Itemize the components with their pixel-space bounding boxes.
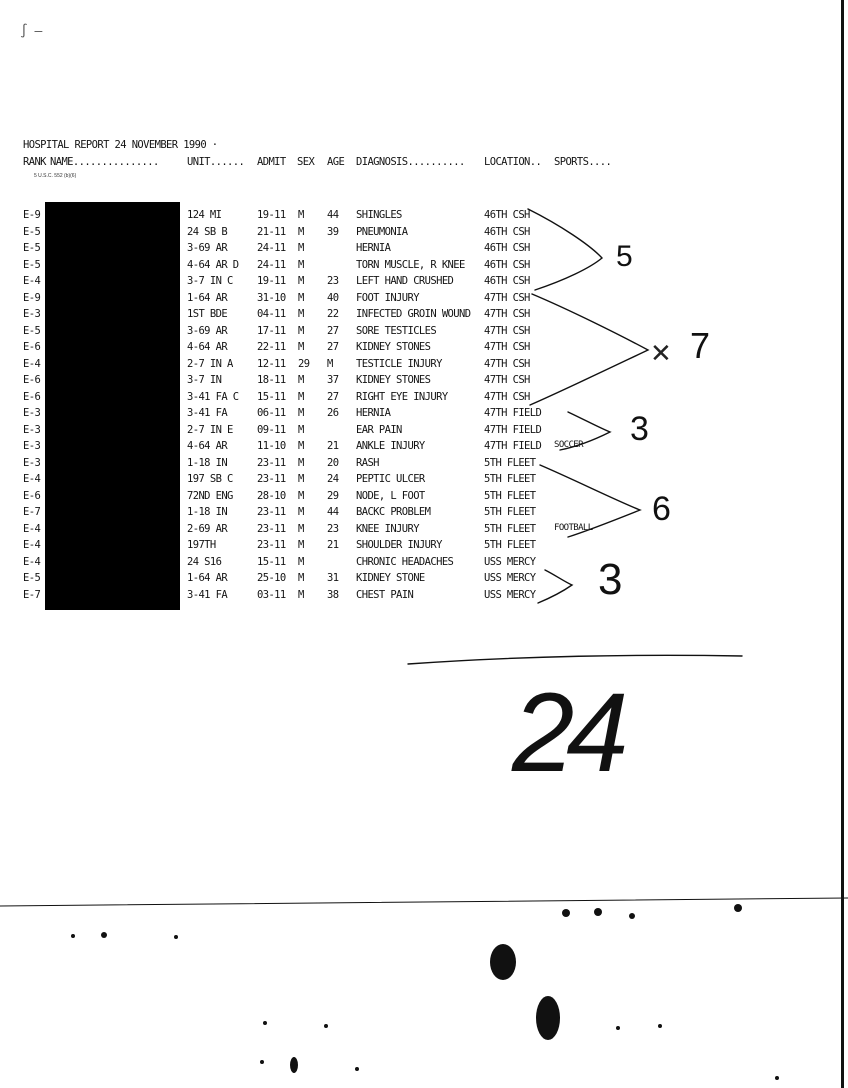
cell-rank: E-5	[23, 324, 41, 337]
cell-admit: 21-11	[257, 225, 286, 238]
cell-unit: 197 SB C	[187, 473, 233, 485]
cell-location: 46TH CSH	[484, 225, 530, 238]
bracket-5th-fleet	[540, 465, 640, 537]
cell-rank: E-5	[23, 242, 41, 254]
cell-rank: E-5	[23, 225, 41, 238]
cell-location: 5TH FLEET	[484, 506, 536, 518]
scan-specks	[71, 904, 779, 1080]
cell-unit: 2-7 IN A	[187, 357, 233, 370]
cell-rank: E-5	[23, 258, 41, 271]
handwritten-total: 24	[512, 670, 621, 795]
cell-sports: SOCCER	[554, 440, 583, 450]
column-header-unit: UNIT......	[187, 156, 245, 168]
cell-admit: 03-11	[257, 588, 286, 601]
cell-sports: FOOTBALL	[554, 522, 593, 533]
cell-location: 47TH CSH	[484, 324, 530, 337]
cell-unit: 3-41 FA	[187, 407, 228, 419]
cell-diagnosis: BACKC PROBLEM	[356, 506, 431, 518]
cell-diagnosis: KNEE INJURY	[356, 522, 419, 535]
cell-diagnosis: LEFT HAND CRUSHED	[356, 275, 454, 287]
bracket-47th-field	[560, 412, 610, 450]
cell-location: 47TH CSH	[484, 308, 530, 320]
handwritten-count-47th-csh: 7	[690, 325, 711, 366]
cell-rank: E-4	[23, 555, 41, 568]
cell-rank: E-3	[23, 440, 41, 452]
cell-diagnosis: KIDNEY STONE	[356, 572, 425, 584]
handwritten-count-5th-fleet: 6	[652, 490, 671, 528]
cell-sex: M	[298, 225, 304, 238]
cell-diagnosis: PNEUMONIA	[356, 225, 408, 238]
cell-admit: 31-10	[257, 291, 286, 304]
cell-diagnosis: CHEST PAIN	[356, 588, 414, 601]
cell-unit: 2-69 AR	[187, 522, 228, 535]
cell-location: 47TH FIELD	[484, 423, 542, 436]
cell-rank: E-6	[23, 390, 41, 403]
cell-diagnosis: EAR PAIN	[356, 423, 402, 436]
column-header-diagnosis: DIAGNOSIS..........	[356, 156, 465, 168]
cell-location: 5TH FLEET	[484, 522, 536, 535]
cell-rank: E-3	[23, 456, 41, 469]
exemption-label: 5 U.S.C. 552 (b)(6)	[34, 173, 77, 179]
cell-age: 27	[327, 390, 339, 403]
cell-rank: E-9	[23, 209, 41, 221]
report-title: HOSPITAL REPORT 24 NOVEMBER 1990 ·	[23, 139, 218, 151]
cell-admit: 12-11	[257, 357, 286, 370]
cell-sex: M	[298, 258, 304, 271]
cell-diagnosis: NODE, L FOOT	[356, 489, 425, 502]
cell-rank: E-6	[23, 341, 41, 353]
cell-diagnosis: HERNIA	[356, 242, 391, 254]
cell-age: 20	[327, 456, 339, 469]
cell-age: M	[327, 357, 333, 370]
cell-admit: 19-11	[257, 209, 286, 221]
crossed-out-mark: ✕	[650, 338, 672, 368]
cell-sex: M	[298, 522, 304, 535]
cell-location: 5TH FLEET	[484, 473, 536, 485]
cell-sex: M	[298, 390, 304, 403]
cell-location: USS MERCY	[484, 588, 536, 601]
cell-sex: M	[298, 242, 304, 254]
bracket-uss-mercy	[538, 570, 572, 603]
column-header-rank: RANK	[23, 156, 46, 168]
cell-admit: 28-10	[257, 489, 286, 502]
column-header-sex: SEX	[297, 156, 315, 168]
cell-rank: E-4	[23, 357, 41, 370]
page-edge	[841, 0, 844, 1088]
cell-unit: 124 MI	[187, 209, 222, 221]
cell-sex: M	[298, 423, 304, 436]
cell-rank: E-9	[23, 291, 41, 304]
cell-age: 31	[327, 572, 339, 584]
cell-location: 47TH CSH	[484, 291, 530, 304]
fold-line	[0, 898, 848, 906]
cell-sex: M	[298, 489, 304, 502]
cell-location: 5TH FLEET	[484, 539, 536, 551]
total-underline	[408, 655, 742, 664]
cell-location: 5TH FLEET	[484, 456, 536, 469]
bracket-46th-csh	[528, 209, 602, 290]
cell-unit: 197TH	[187, 539, 216, 551]
bracket-47th-csh	[530, 294, 648, 405]
cell-admit: 23-11	[257, 506, 286, 518]
cell-rank: E-4	[23, 473, 41, 485]
cell-diagnosis: KIDNEY STONES	[356, 374, 431, 386]
cell-rank: E-4	[23, 522, 41, 535]
cell-diagnosis: KIDNEY STONES	[356, 341, 431, 353]
cell-location: USS MERCY	[484, 555, 536, 568]
cell-admit: 17-11	[257, 324, 286, 337]
cell-age: 22	[327, 308, 339, 320]
cell-age: 21	[327, 539, 339, 551]
cell-sex: M	[298, 407, 304, 419]
cell-admit: 04-11	[257, 308, 286, 320]
cell-diagnosis: SHOULDER INJURY	[356, 539, 442, 551]
corner-mark: ∫ –	[20, 24, 42, 39]
cell-diagnosis: HERNIA	[356, 407, 391, 419]
handwritten-count-47th-field: 3	[630, 410, 649, 448]
cell-unit: 1-18 IN	[187, 506, 228, 518]
cell-sex: M	[298, 588, 304, 601]
cell-unit: 1-18 IN	[187, 456, 228, 469]
cell-location: 46TH CSH	[484, 209, 530, 221]
cell-admit: 19-11	[257, 275, 286, 287]
cell-unit: 1-64 AR	[187, 291, 228, 304]
cell-rank: E-6	[23, 489, 41, 502]
cell-unit: 3-7 IN	[187, 374, 222, 386]
cell-admit: 25-10	[257, 572, 286, 584]
cell-diagnosis: CHRONIC HEADACHES	[356, 555, 454, 568]
cell-age: 24	[327, 473, 339, 485]
cell-diagnosis: SORE TESTICLES	[356, 324, 437, 337]
cell-sex: M	[298, 374, 304, 386]
cell-rank: E-3	[23, 423, 41, 436]
cell-age: 37	[327, 374, 339, 386]
cell-unit: 3-41 FA	[187, 588, 228, 601]
cell-unit: 4-64 AR D	[187, 258, 239, 271]
cell-rank: E-7	[23, 588, 41, 601]
cell-diagnosis: PEPTIC ULCER	[356, 473, 425, 485]
column-header-admit: ADMIT	[257, 156, 286, 168]
cell-sex: M	[298, 275, 304, 287]
cell-location: 47TH CSH	[484, 374, 530, 386]
cell-diagnosis: INFECTED GROIN WOUND	[356, 308, 471, 320]
cell-sex: M	[298, 324, 304, 337]
cell-sex: M	[298, 473, 304, 485]
cell-unit: 1-64 AR	[187, 572, 228, 584]
cell-unit: 1ST BDE	[187, 308, 228, 320]
cell-admit: 23-11	[257, 539, 286, 551]
cell-age: 39	[327, 225, 339, 238]
handwritten-count-46th: 5	[616, 240, 633, 273]
cell-age: 26	[327, 407, 339, 419]
cell-location: 47TH CSH	[484, 357, 530, 370]
handwritten-count-uss-mercy: 3	[598, 555, 623, 604]
cell-sex: 29	[298, 357, 310, 370]
cell-admit: 24-11	[257, 242, 286, 254]
cell-unit: 3-7 IN C	[187, 275, 233, 287]
cell-unit: 4-64 AR	[187, 440, 228, 452]
column-header-sports: SPORTS....	[554, 156, 612, 168]
cell-sex: M	[298, 341, 304, 353]
cell-unit: 3-69 AR	[187, 242, 228, 254]
cell-location: 47TH CSH	[484, 341, 530, 353]
cell-sex: M	[298, 572, 304, 584]
cell-admit: 23-11	[257, 473, 286, 485]
cell-admit: 24-11	[257, 258, 286, 271]
cell-rank: E-3	[23, 407, 41, 419]
cell-sex: M	[298, 291, 304, 304]
column-header-location: LOCATION..	[484, 156, 542, 168]
cell-rank: E-7	[23, 506, 41, 518]
cell-admit: 22-11	[257, 341, 286, 353]
cell-age: 29	[327, 489, 339, 502]
cell-age: 21	[327, 440, 339, 452]
cell-age: 27	[327, 324, 339, 337]
cell-sex: M	[298, 440, 304, 452]
column-header-age: AGE	[327, 156, 345, 168]
cell-location: 46TH CSH	[484, 242, 530, 254]
cell-rank: E-5	[23, 572, 41, 584]
cell-sex: M	[298, 308, 304, 320]
cell-location: 46TH CSH	[484, 275, 530, 287]
cell-diagnosis: RIGHT EYE INJURY	[356, 390, 448, 403]
cell-rank: E-4	[23, 539, 41, 551]
cell-diagnosis: TESTICLE INJURY	[356, 357, 442, 370]
cell-age: 40	[327, 291, 339, 304]
cell-sex: M	[298, 539, 304, 551]
cell-rank: E-3	[23, 308, 41, 320]
cell-location: 47TH FIELD	[484, 407, 542, 419]
cell-diagnosis: FOOT INJURY	[356, 291, 419, 304]
cell-rank: E-4	[23, 275, 41, 287]
cell-diagnosis: RASH	[356, 456, 379, 469]
cell-unit: 24 S16	[187, 555, 222, 568]
cell-diagnosis: TORN MUSCLE, R KNEE	[356, 258, 465, 271]
cell-age: 44	[327, 506, 339, 518]
cell-location: 47TH CSH	[484, 390, 530, 403]
cell-diagnosis: ANKLE INJURY	[356, 440, 425, 452]
cell-age: 23	[327, 275, 339, 287]
cell-unit: 3-69 AR	[187, 324, 228, 337]
cell-location: USS MERCY	[484, 572, 536, 584]
cell-sex: M	[298, 506, 304, 518]
cell-unit: 3-41 FA C	[187, 390, 239, 403]
cell-admit: 06-11	[257, 407, 286, 419]
cell-unit: 72ND ENG	[187, 489, 233, 502]
cell-age: 38	[327, 588, 339, 601]
cell-admit: 15-11	[257, 390, 286, 403]
cell-admit: 09-11	[257, 423, 286, 436]
cell-sex: M	[298, 555, 304, 568]
cell-age: 23	[327, 522, 339, 535]
cell-sex: M	[298, 209, 304, 221]
cell-location: 46TH CSH	[484, 258, 530, 271]
cell-unit: 2-7 IN E	[187, 423, 233, 436]
cell-rank: E-6	[23, 374, 41, 386]
cell-sex: M	[298, 456, 304, 469]
cell-location: 47TH FIELD	[484, 440, 542, 452]
cell-admit: 23-11	[257, 522, 286, 535]
column-header-name: NAME...............	[50, 156, 159, 168]
cell-unit: 4-64 AR	[187, 341, 228, 353]
cell-diagnosis: SHINGLES	[356, 209, 402, 221]
cell-age: 27	[327, 341, 339, 353]
cell-admit: 11-10	[257, 440, 286, 452]
cell-admit: 18-11	[257, 374, 286, 386]
cell-unit: 24 SB B	[187, 225, 228, 238]
cell-admit: 23-11	[257, 456, 286, 469]
cell-age: 44	[327, 209, 339, 221]
cell-admit: 15-11	[257, 555, 286, 568]
cell-location: 5TH FLEET	[484, 489, 536, 502]
